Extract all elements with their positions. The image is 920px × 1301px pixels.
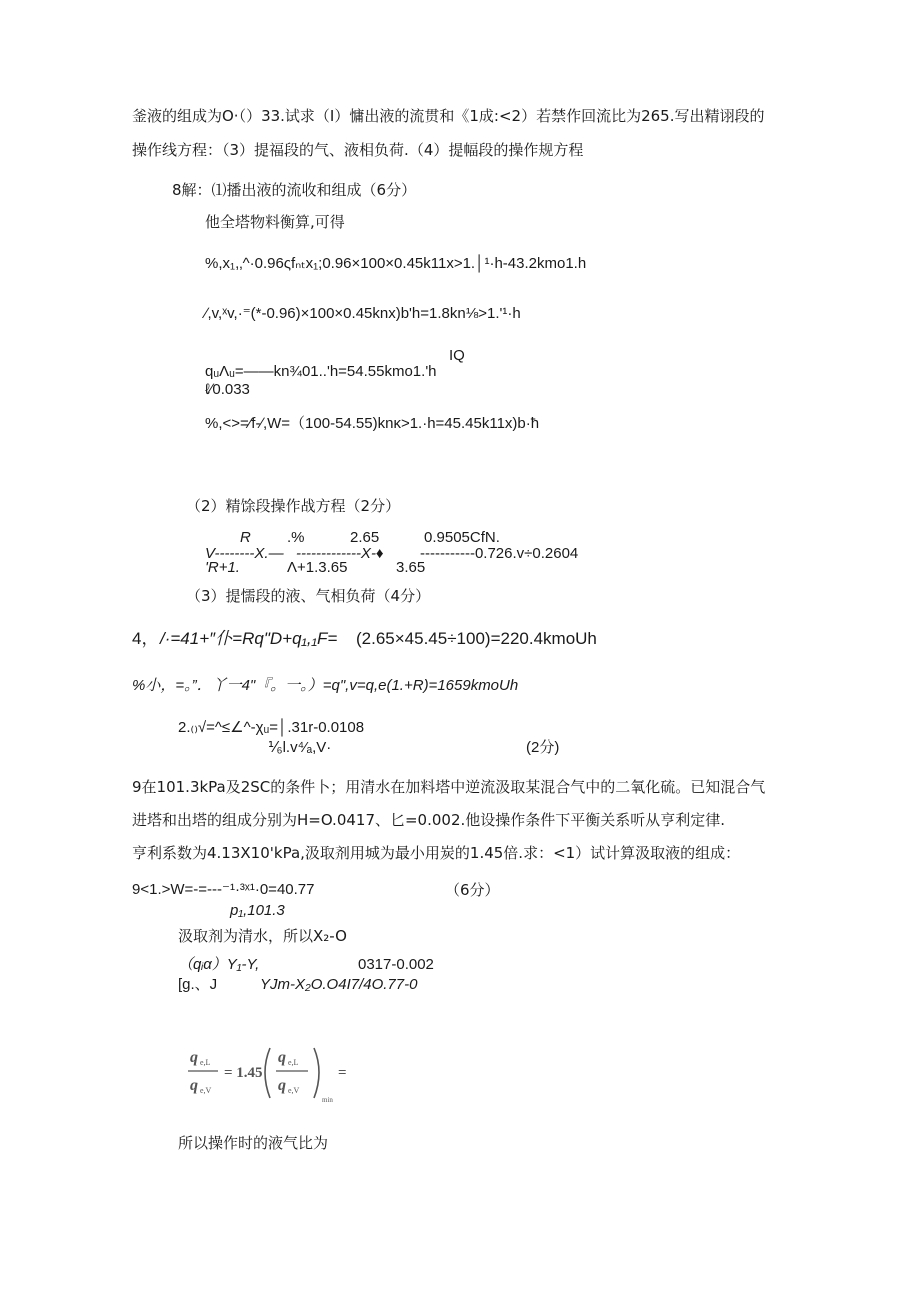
frac-num-left-sub: e,L: [200, 1058, 211, 1067]
q9-line-3: 亨利系数为4.13X10'kPa,汲取剂用城为最小用炭的1.45倍.求：<1）试计算汲取液的组成：: [132, 844, 741, 862]
p2-bot-den2: 3.65: [396, 559, 426, 576]
q9-ratio-a-value: 0317-0.002: [358, 956, 434, 973]
q8-part3-header: （3）提懦段的液、气相负荷（4分）: [186, 587, 431, 605]
q8-eq3-denominator: ℓ∕0.033: [205, 381, 250, 398]
frac-num-right: q: [278, 1049, 286, 1066]
q9-ratio-a: （qᵢα）Y₁-Y,: [178, 956, 260, 973]
p3-eq3-sub: ⅟₆l.v⁴⁄ₐ,V·: [268, 739, 332, 756]
q9-ratio-b-value: YJm-X₂O.O4I7/4O.77-0: [260, 976, 418, 993]
p2-top-coef: 0.9505CfN.: [424, 529, 500, 546]
frac-num-left: q: [190, 1049, 198, 1066]
q8-eq4: %,<>=∕f-∕,W=（100-54.55)knκ>1.·h=45.45k11x)b·ħ: [205, 415, 540, 432]
q9-ratio-b: [g.、J: [178, 976, 218, 993]
q8-balance-intro: 他全塔物料衡算,可得: [205, 213, 345, 231]
frac-den-right: q: [278, 1077, 286, 1094]
liquid-gas-ratio-formula: [186, 1040, 356, 1110]
p3-eq1-a: /·=41+″仆=Rq"D+q₁,₁F=: [160, 629, 338, 648]
frac-equals-145: = 1.45: [224, 1065, 263, 1081]
q9-closing: 所以操作时的液气比为: [178, 1134, 329, 1152]
p3-eq1-b: (2.65×45.45÷100)=220.4kmoUh: [356, 629, 597, 648]
intro-line-1: 釜液的组成为O·（）33.试求（I）慵出液的流贯和《1成:<2）若禁作回流比为265.写出精诩段的: [132, 107, 765, 125]
p2-top-r: R: [240, 529, 251, 546]
q9-eq1: 9<1.>W=-=---⁻¹·³ˣ¹·0=40.77: [132, 881, 315, 898]
p2-top-265: 2.65: [350, 529, 380, 546]
frac-den-right-sub: e,V: [288, 1086, 300, 1095]
q8-eq1: %,x₁,‚^·0.96ςfₙₜx₁;0.96×100×0.45k11x>1.│¹·h-43.2kmo1.h: [205, 255, 587, 272]
q8-eq2: ∕,v,ˣv,·⁼(*-0.96)×100×0.45knx)b'h=1.8kn⅛>1.'¹·h: [205, 305, 521, 322]
p3-eq1-label: 4，: [132, 629, 159, 648]
q9-line-2: 进塔和出塔的组成分别为H=O.0417、匕=0.002.他设操作条件下平衡关系听从亨利定律.: [132, 811, 726, 829]
p2-bot-r1: 'R+1.: [205, 559, 240, 576]
q8-part2-header: （2）精馀段操作战方程（2分）: [186, 497, 401, 515]
p2-mid-right: -----------0.726.v÷0.2604: [420, 545, 579, 562]
right-fraction: [276, 1049, 308, 1095]
frac-min-sub: min: [322, 1096, 333, 1104]
q8-eq3: qᵤΛᵤ=——kn¾01..'h=54.55kmo1.'h: [205, 363, 437, 380]
q9-eq1-points: （6分）: [445, 881, 500, 899]
frac-tail-equals: =: [338, 1065, 347, 1081]
frac-num-right-sub: e,L: [288, 1058, 299, 1067]
intro-line-2: 操作线方程：（3）提福段的气、液相负荷.（4）提幅段的操作规方程: [132, 141, 584, 159]
left-fraction: [188, 1049, 218, 1095]
p2-top-pct: .%: [287, 529, 305, 546]
q9-eq1-denominator: p₁,101.3: [230, 902, 285, 919]
q8-header: 8解：⑴播出液的流收和组成（6分）: [172, 181, 417, 199]
p2-mid-left: V--------X.—: [205, 545, 284, 562]
q8-eq3-iq: IQ: [449, 347, 465, 364]
frac-den-left-sub: e,V: [200, 1086, 212, 1095]
q9-line-1: 9在101.3kPa及2SC的条件卜；用清水在加料塔中逆流汲取某混合气中的二氧化硫。已知混合气: [132, 778, 766, 796]
left-paren: [265, 1048, 270, 1098]
p3-eq3: 2.₍₎√=^≤∠^-χᵤ=│.31r-0.0108: [178, 719, 365, 736]
right-paren: [314, 1048, 319, 1098]
q9-solvent: 汲取剂为清水，所以X₂-O: [178, 927, 347, 945]
p2-bot-den1: Λ+1.3.65: [287, 559, 348, 576]
p2-mid-mid: -------------X-♦: [296, 545, 384, 562]
p3-eq3-points: (2分): [526, 739, 560, 756]
frac-den-left: q: [190, 1077, 198, 1094]
p3-eq2: %小，=。”．丫一4"『。一。）=q",v=q,e(1.+R)=1659kmoUh: [132, 677, 519, 694]
